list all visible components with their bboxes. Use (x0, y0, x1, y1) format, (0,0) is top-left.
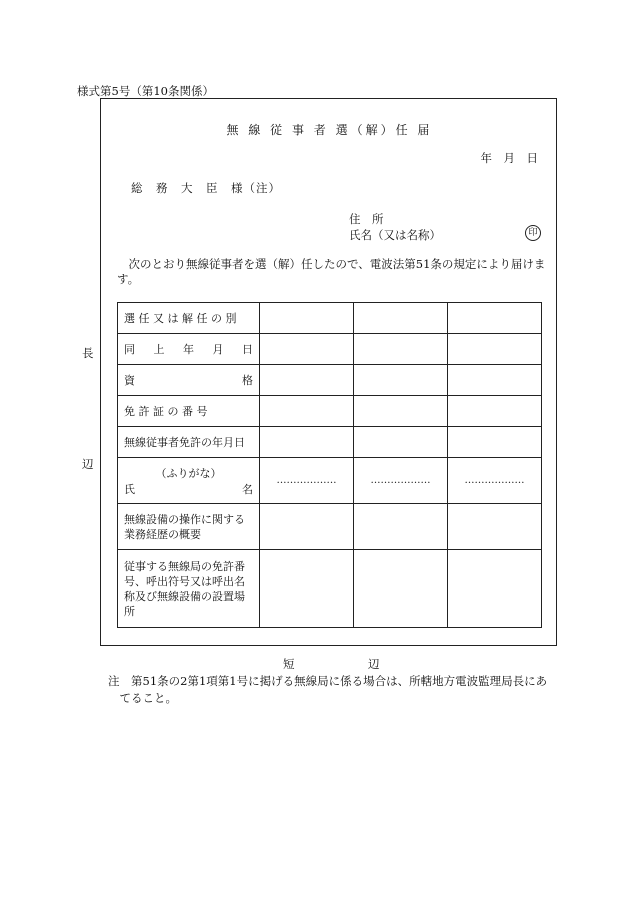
row-label-license-date: 無線従事者免許の年月日 (118, 427, 260, 458)
row-label-appointment-type: 選 任 又 は 解 任 の 別 (118, 303, 260, 334)
label-part: 同 (124, 343, 135, 356)
furigana-dots: ……………… (276, 475, 337, 486)
value-cell[interactable] (448, 334, 542, 365)
long-edge-label-1: 長 (82, 346, 94, 360)
footnote (108, 673, 548, 707)
table-row (118, 396, 542, 427)
form-table (117, 302, 542, 628)
table-row (118, 303, 542, 334)
furigana-dots: ……………… (370, 475, 431, 486)
table-row (118, 550, 542, 628)
label-part: 資 (124, 374, 135, 387)
value-cell[interactable] (354, 365, 448, 396)
label-part: 名 (242, 482, 253, 496)
table-row (118, 427, 542, 458)
label-part: 上 (153, 343, 165, 356)
value-cell[interactable] (260, 550, 354, 628)
value-cell[interactable] (354, 427, 448, 458)
short-edge-label-1: 短 (283, 657, 295, 671)
value-cell[interactable] (354, 334, 448, 365)
table-row (118, 334, 542, 365)
table-row (118, 504, 542, 550)
value-cell[interactable] (260, 396, 354, 427)
footnote-line: 注 第51条の2第1項第1号に掲げる無線局に係る場合は、所轄地方電波監理局長にあ (108, 674, 548, 688)
footnote-line: てること。 (119, 691, 177, 705)
label-part: 格 (242, 374, 253, 387)
value-cell[interactable] (354, 458, 448, 504)
label-part: 月 (212, 343, 224, 356)
form-frame (100, 98, 557, 646)
value-cell[interactable] (448, 458, 542, 504)
value-cell[interactable] (260, 427, 354, 458)
value-cell[interactable] (448, 303, 542, 334)
value-cell[interactable] (354, 504, 448, 550)
value-cell[interactable] (260, 458, 354, 504)
value-cell[interactable] (354, 396, 448, 427)
label-part: 日 (242, 343, 253, 356)
value-cell[interactable] (260, 334, 354, 365)
seal-icon: 印 (525, 225, 541, 241)
name-label: 氏名（又は名称） (349, 228, 441, 242)
label-part: 年 (183, 343, 194, 356)
value-cell[interactable] (354, 303, 448, 334)
value-cell[interactable] (448, 504, 542, 550)
long-edge-label-2: 辺 (82, 457, 94, 471)
row-label-license-number: 免 許 証 の 番 号 (118, 396, 260, 427)
addressee: 総 務 大 臣 様（注） (131, 181, 281, 195)
row-label-station: 従事する無線局の免許番号、呼出符号又は呼出名称及び無線設備の設置場所 (118, 550, 260, 628)
row-label-name (118, 458, 260, 504)
row-label-career: 無線設備の操作に関する業務経歴の概要 (118, 504, 260, 550)
value-cell[interactable] (260, 504, 354, 550)
row-label-qualification (118, 365, 260, 396)
statement-text: 次のとおり無線従事者を選（解）任したので、電波法第51条の規定により届けます。 (117, 257, 546, 286)
table-row (118, 365, 542, 396)
value-cell[interactable] (448, 365, 542, 396)
document-title: 無 線 従 事 者 選（解）任 届 (226, 123, 433, 137)
address-label: 住 所 (349, 212, 384, 226)
table-row (118, 458, 542, 504)
row-label-date (118, 334, 260, 365)
value-cell[interactable] (448, 427, 542, 458)
value-cell[interactable] (448, 550, 542, 628)
value-cell[interactable] (448, 396, 542, 427)
short-edge-label-2: 辺 (368, 657, 380, 671)
date-line: 年 月 日 (480, 151, 538, 165)
value-cell[interactable] (354, 550, 448, 628)
value-cell[interactable] (260, 303, 354, 334)
furigana-label: （ふりがな） (155, 466, 222, 480)
label-part: 氏 (124, 482, 135, 496)
furigana-dots: ……………… (464, 475, 525, 486)
form-number: 様式第5号（第10条関係） (77, 84, 214, 98)
value-cell[interactable] (260, 365, 354, 396)
